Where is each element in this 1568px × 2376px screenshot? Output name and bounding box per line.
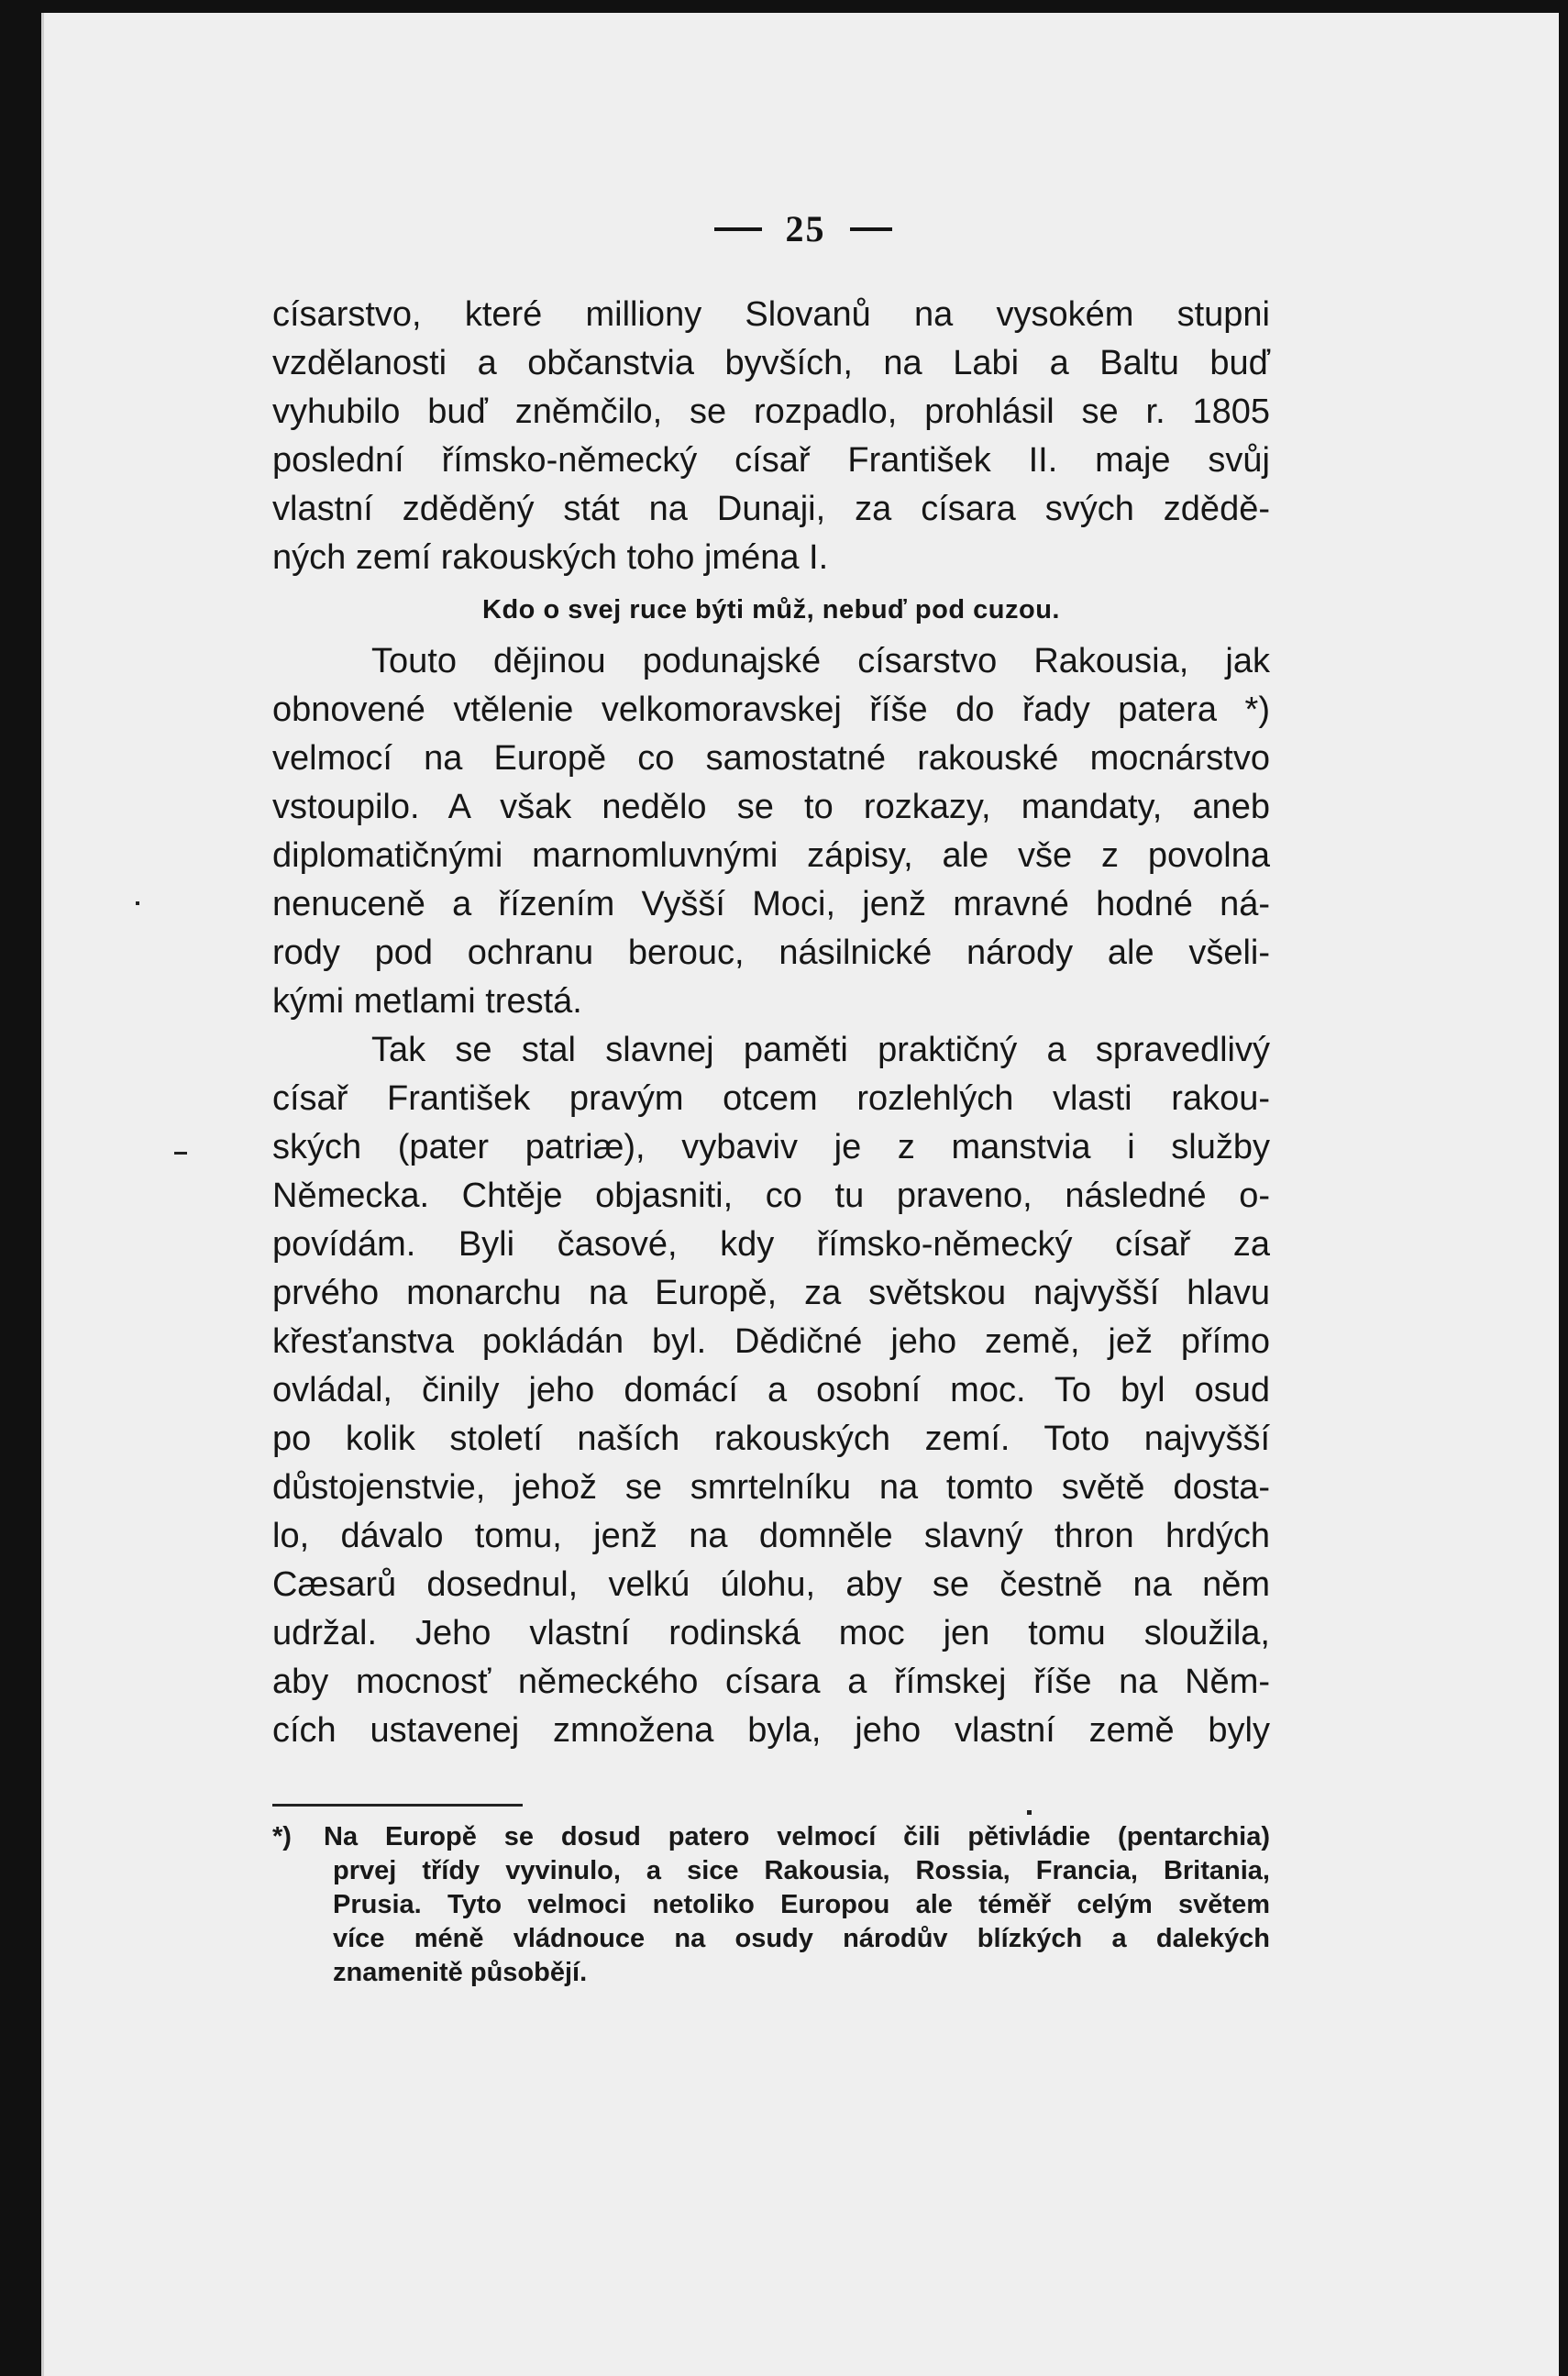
text-line: Touto dějinou podunajské císarstvo Rakousia, jak bbox=[371, 642, 1270, 680]
main-text-block bbox=[272, 291, 1270, 1755]
footnote-separator bbox=[272, 1804, 523, 1807]
text-line: udržal. Jeho vlastní rodinská moc jen tomu sloužila, bbox=[272, 1614, 1270, 1652]
text-line: důstojenstvie, jehož se smrtelníku na tomto světě dosta- bbox=[272, 1468, 1270, 1507]
text-line: obnovené vtělenie velkomoravskej říše do řady patera *) bbox=[272, 691, 1270, 729]
footnote-line: prvej třídy vyvinulo, a sice Rakousia, Rossia, Francia, Britania, bbox=[333, 1856, 1270, 1885]
header-dash-left bbox=[714, 227, 762, 231]
text-line: vzdělanosti a občanstvia byvších, na Labi a Baltu buď bbox=[272, 344, 1270, 382]
footnote-line: znamenitě působějí. bbox=[333, 1958, 588, 1987]
text-line: ských (pater patriæ), vybaviv je z manstvia i služby bbox=[272, 1128, 1270, 1166]
text-line: Tak se stal slavnej paměti praktičný a spravedlivý bbox=[371, 1031, 1270, 1069]
text-line: vyhubilo buď zněmčilo, se rozpadlo, prohlásil se r. 1805 bbox=[272, 392, 1270, 431]
text-line: císař František pravým otcem rozlehlých vlasti rakou- bbox=[272, 1079, 1270, 1118]
text-line: rody pod ochranu berouc, násilnické národy ale všeli- bbox=[272, 934, 1270, 972]
footnote-line: více méně vládnouce na osudy národův blízkých a dalekých bbox=[333, 1924, 1270, 1953]
text-line: Německa. Chtěje objasniti, co tu praveno, následné o- bbox=[272, 1177, 1270, 1215]
text-line: poslední římsko-německý císař František II. maje svůj bbox=[272, 441, 1270, 480]
text-line: cích ustavenej zmnožena byla, jeho vlastní země byly bbox=[272, 1711, 1270, 1750]
text-line: nenuceně a řízením Vyšší Moci, jenž mravné hodné ná- bbox=[272, 885, 1270, 923]
margin-speck bbox=[136, 901, 139, 905]
footnote-line: Na Europě se dosud patero velmocí čili pětivládie (pentarchia) bbox=[324, 1822, 1270, 1851]
footnote-block bbox=[272, 1820, 1270, 1990]
motto-line: Kdo o svej ruce býti můž, nebuď pod cuzou. bbox=[482, 595, 1060, 624]
text-line: Cæsarů dosednul, velkú úlohu, aby se čestně na něm bbox=[272, 1565, 1270, 1604]
text-line: prvého monarchu na Europě, za světskou najvyšší hlavu bbox=[272, 1274, 1270, 1312]
footnote-line: Prusia. Tyto velmoci netoliko Europou ale téměř celým světem bbox=[333, 1890, 1270, 1919]
text-line: povídám. Byli časové, kdy římsko-německý císař za bbox=[272, 1225, 1270, 1264]
text-line: vstoupilo. A však nedělo se to rozkazy, mandaty, aneb bbox=[272, 788, 1270, 826]
footnote-marker: *) bbox=[272, 1822, 292, 1851]
text-line: aby mocnosť německého císara a římskej říše na Něm- bbox=[272, 1663, 1270, 1701]
margin-speck bbox=[174, 1152, 187, 1155]
text-line: císarstvo, které milliony Slovanů na vysokém stupni bbox=[272, 295, 1270, 334]
text-line: kými metlami trestá. bbox=[272, 982, 582, 1021]
text-line: ných zemí rakouských toho jména I. bbox=[272, 538, 829, 577]
text-line: velmocí na Europě co samostatné rakouské mocnárstvo bbox=[272, 739, 1270, 778]
text-line: křesťanstva pokládán byl. Dědičné jeho země, jež přímo bbox=[272, 1322, 1270, 1361]
text-line: po kolik století naších rakouských zemí. Toto najvyšší bbox=[272, 1420, 1270, 1458]
header-dash-right bbox=[850, 227, 892, 231]
page-number: 25 bbox=[785, 208, 826, 249]
text-line: diplomatičnými marnomluvnými zápisy, ale vše z povolna bbox=[272, 836, 1270, 875]
text-line: ovládal, činily jeho domácí a osobní moc. To byl osud bbox=[272, 1371, 1270, 1409]
margin-speck bbox=[1027, 1810, 1032, 1815]
text-line: vlastní zděděný stát na Dunaji, za císara svých zdědě- bbox=[272, 490, 1270, 528]
text-line: lo, dávalo tomu, jenž na domněle slavný thron hrdých bbox=[272, 1517, 1270, 1555]
page-number-header bbox=[44, 207, 1562, 250]
